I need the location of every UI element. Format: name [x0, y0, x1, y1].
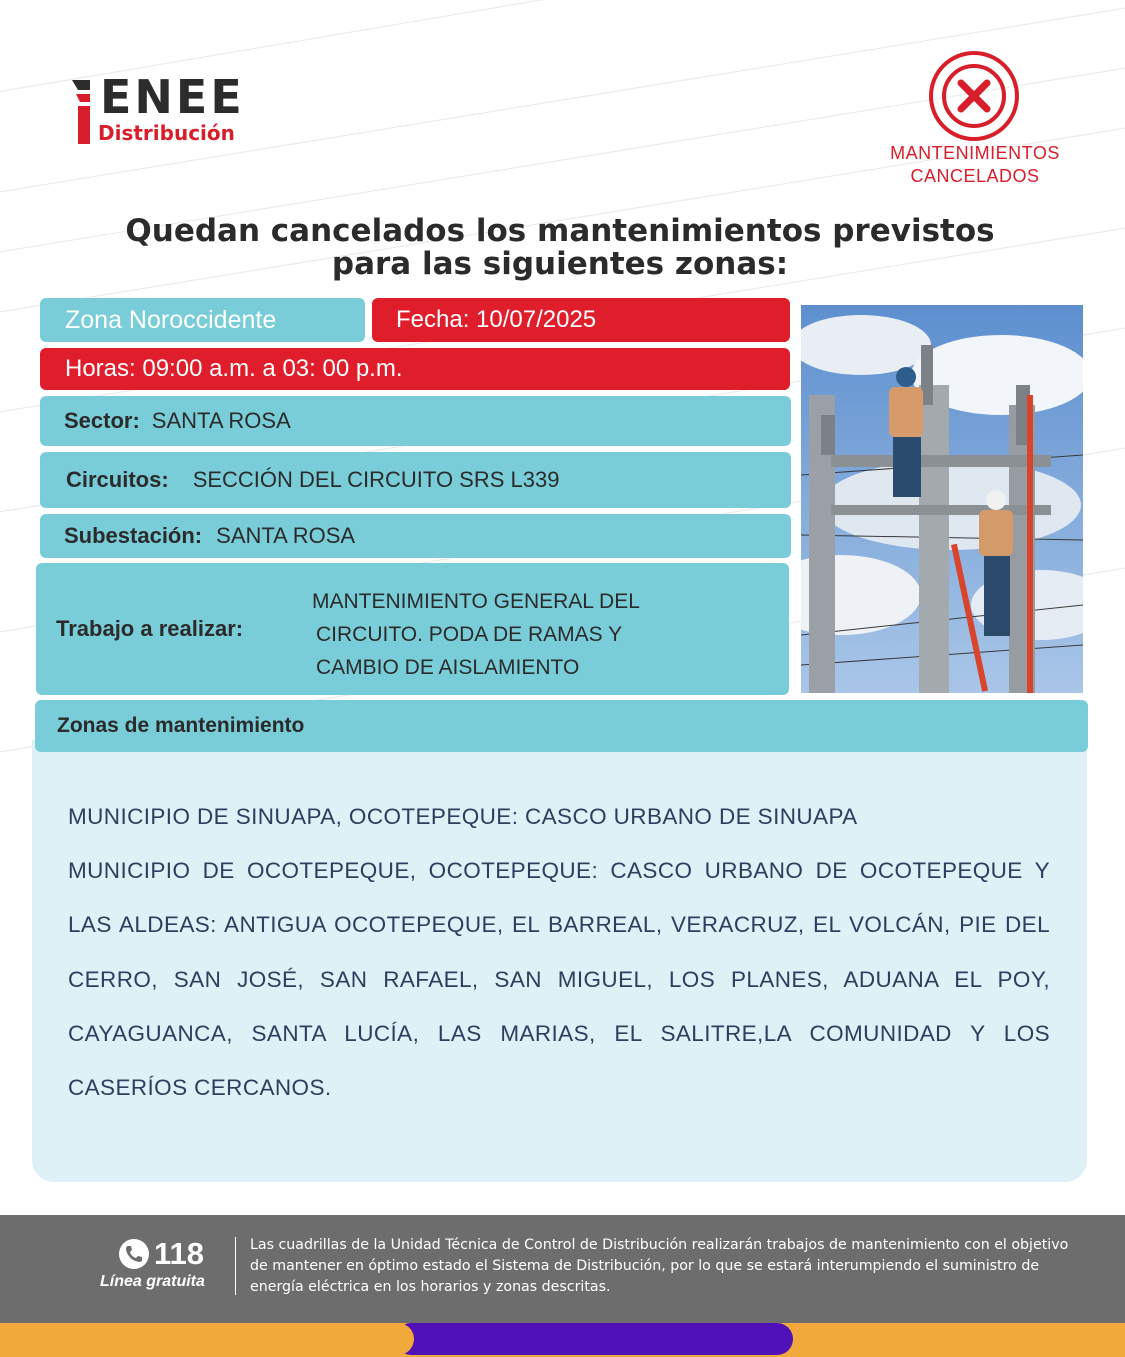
status-badge: [860, 142, 1090, 188]
zone-paragraph: MUNICIPIO DE SINUAPA, OCOTEPEQUE: CASCO URBANO DE SINUAPA: [68, 804, 858, 829]
circuits-row: [40, 452, 791, 508]
work-label: Trabajo a realizar:: [56, 616, 244, 641]
phone-contact: [118, 1236, 218, 1272]
work-row: [36, 563, 789, 695]
date-chip: Fecha: 10/07/2025: [372, 298, 790, 342]
sector-label: Sector:: [64, 408, 140, 433]
footer-disclaimer: Las cuadrillas de la Unidad Técnica de Control de Distribución realizarán trabajos de mantenimiento con el objetivo de mantener en óptimo estado el Sistema de Distribución, por lo que se estará interumpiendo el suministro de energía eléctrica en los horarios y zonas descritas.: [250, 1237, 1069, 1295]
phone-icon: [118, 1238, 150, 1270]
enee-logo-mark-icon: [70, 80, 92, 144]
footer-divider: [235, 1237, 236, 1295]
work-line: CAMBIO DE AISLAMIENTO: [316, 656, 580, 679]
bottom-bar-accent: [395, 1323, 793, 1355]
status-line-2: CANCELADOS: [910, 166, 1040, 186]
headline-line-2: para las siguientes zonas:: [331, 246, 789, 282]
sector-value: SANTA ROSA: [151, 408, 291, 433]
zone-chip: Zona Noroccidente: [40, 298, 365, 342]
sector-row: [40, 396, 791, 446]
brand-subtitle: Distribución: [98, 121, 235, 145]
phone-number: 118: [154, 1236, 205, 1271]
hours-chip: Horas: 09:00 a.m. a 03: 00 p.m.: [40, 348, 790, 390]
cancel-x-icon: [928, 50, 1020, 142]
linemen-photo: [801, 305, 1083, 693]
substation-value: SANTA ROSA: [216, 523, 356, 548]
brand-name: ENEE: [100, 70, 245, 124]
zones-list: [68, 790, 1050, 1115]
bottom-bar-pill: [0, 1323, 414, 1355]
enee-logo: [70, 70, 300, 154]
status-line-1: MANTENIMIENTOS: [890, 143, 1060, 163]
phone-label: Línea gratuita: [100, 1273, 205, 1290]
substation-row: [40, 514, 791, 558]
work-line: CIRCUITO. PODA DE RAMAS Y: [316, 623, 623, 646]
zones-title: Zonas de mantenimiento: [35, 700, 1088, 752]
work-line: MANTENIMIENTO GENERAL DEL: [312, 590, 640, 613]
headline-line-1: Quedan cancelados los mantenimientos previstos: [125, 213, 995, 249]
circuits-label: Circuitos:: [66, 467, 169, 492]
zone-paragraph: MUNICIPIO DE OCOTEPEQUE, OCOTEPEQUE: CASCO URBANO DE OCOTEPEQUE Y LAS ALDEAS: ANTIGUA OCOTEPEQUE, EL BARREAL, VERACRUZ, EL VOLCÁN, PIE DEL CERRO, SAN JOSÉ, SAN RAFAEL, SAN MIGUEL, LOS PLANES, ADUANA EL POY, CAYAGUANCA, SANTA LUCÍA, LAS MARIAS, EL SALITRE,LA COMUNIDAD Y LOS CASERÍOS CERCANOS.: [68, 858, 1050, 1101]
substation-label: Subestación:: [64, 523, 203, 548]
page-title: [40, 215, 1080, 281]
work-description: [312, 585, 640, 684]
circuits-value: SECCIÓN DEL CIRCUITO SRS L339: [192, 467, 560, 492]
